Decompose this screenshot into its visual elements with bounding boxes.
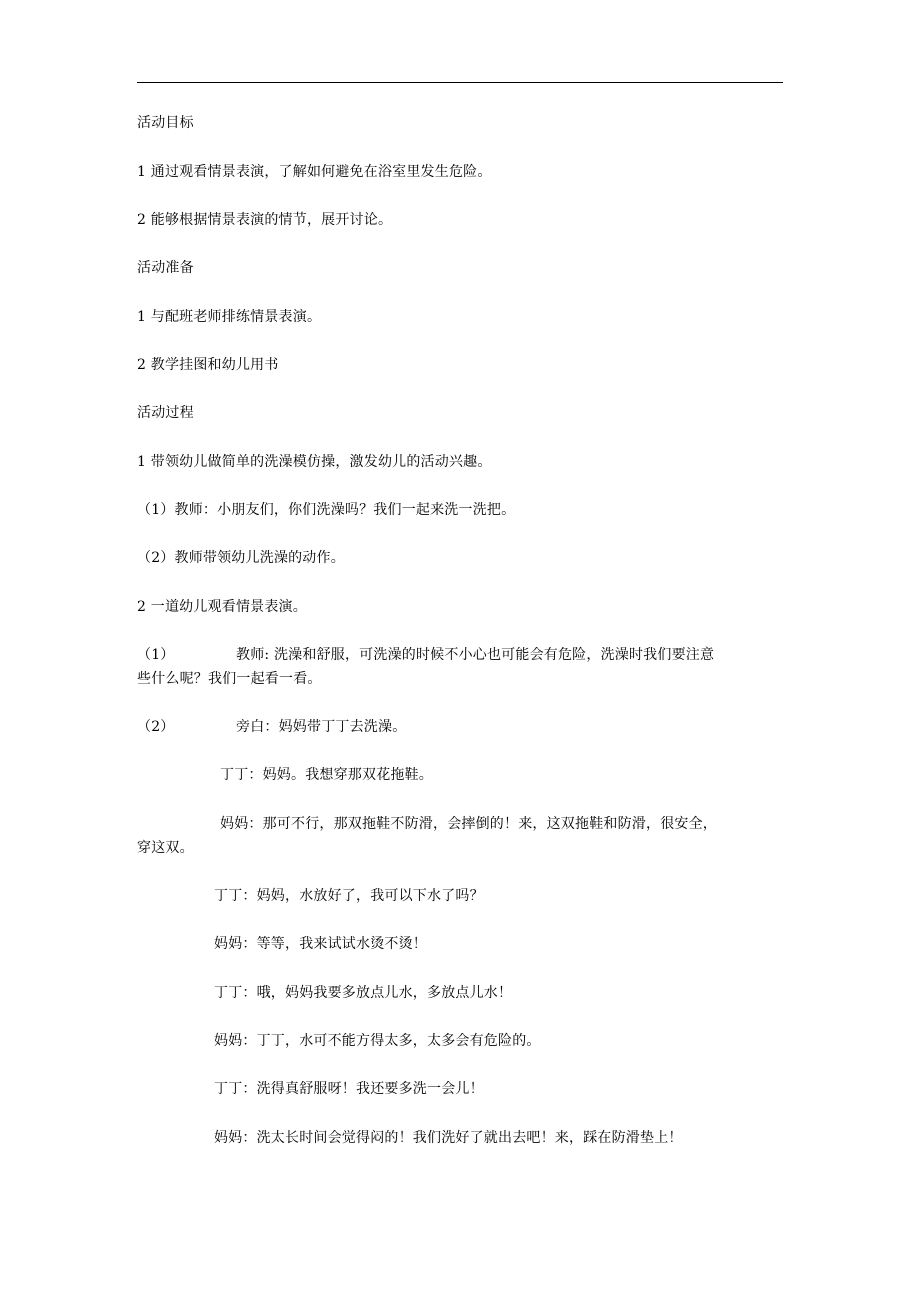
process-item-2-a-text: 教师: 洗澡和舒服，可洗澡的时候不小心也可能会有危险，洗澡时我们要注意 (236, 647, 715, 663)
process-item-2-b-text: 旁白：妈妈带丁丁去洗澡。 (236, 719, 407, 735)
process-item-2: 2 一道幼儿观看情景表演。 (137, 599, 307, 615)
prep-item-2: 2 教学挂图和幼儿用书 (137, 357, 279, 373)
dialogue-line: 妈妈：那可不行，那双拖鞋不防滑，会摔倒的！来，这双拖鞋和防滑，很安全， (220, 816, 717, 832)
process-item-2-a-continuation: 些什么呢？我们一起看一看。 (137, 671, 322, 687)
section-heading-process: 活动过程 (137, 405, 194, 421)
dialogue-line: 妈妈：等等，我来试试水烫不烫！ (214, 936, 427, 952)
header-rule (137, 82, 783, 83)
prep-item-1: 1 与配班老师排练情景表演。 (137, 309, 322, 325)
process-item-1-b: （2）教师带领幼儿洗澡的动作。 (137, 550, 345, 566)
dialogue-line-continuation: 穿这双。 (137, 840, 194, 856)
section-heading-prep: 活动准备 (137, 260, 194, 276)
dialogue-line: 丁丁：哦，妈妈我要多放点儿水，多放点儿水！ (214, 985, 513, 1001)
dialogue-line: 丁丁：妈妈，水放好了，我可以下水了吗？ (214, 888, 484, 904)
goal-item-2: 2 能够根据情景表演的情节，展开讨论。 (137, 212, 393, 228)
process-item-2-a-number: （1） (137, 647, 175, 663)
goal-item-1: 1 通过观看情景表演，了解如何避免在浴室里发生危险。 (137, 164, 492, 180)
dialogue-line: 妈妈：洗太长时间会觉得闷的！我们洗好了就出去吧！来，踩在防滑垫上！ (214, 1130, 683, 1146)
section-heading-goal: 活动目标 (137, 115, 194, 131)
dialogue-line: 丁丁：洗得真舒服呀！我还要多洗一会儿！ (214, 1081, 484, 1097)
process-item-1-a: （1）教师：小朋友们，你们洗澡吗？我们一起来洗一洗把。 (137, 502, 516, 518)
process-item-2-b-number: （2） (137, 719, 175, 735)
process-item-1: 1 带领幼儿做简单的洗澡模仿操，激发幼儿的活动兴趣。 (137, 454, 492, 470)
dialogue-line: 妈妈：丁丁，水可不能方得太多，太多会有危险的。 (214, 1033, 541, 1049)
dialogue-line: 丁丁：妈妈。我想穿那双花拖鞋。 (220, 767, 433, 783)
